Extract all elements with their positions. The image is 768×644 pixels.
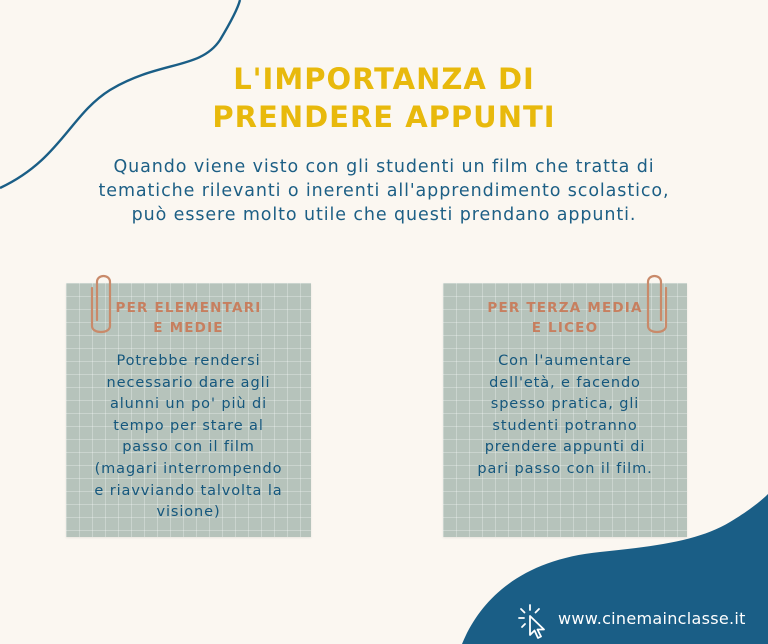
card-body-line: Con l'aumentare <box>498 353 632 369</box>
card-body <box>443 351 687 481</box>
cursor-click-icon <box>518 603 550 639</box>
card-body-line: alunni un po' più di <box>109 396 268 413</box>
card-body-line: dell'età, e facendo <box>489 374 641 391</box>
card-heading-line-1: PER TERZA MEDIA <box>487 300 643 316</box>
card-heading-line-1: PER ELEMENTARI <box>115 300 262 316</box>
website-link[interactable]: www.cinemainclasse.it <box>558 609 746 628</box>
card-body <box>66 351 311 524</box>
title-line-1: L'IMPORTANZA DI <box>233 62 535 96</box>
card-body-line: e riavviando talvolta la <box>94 482 283 499</box>
intro-paragraph <box>40 155 728 227</box>
card-body-line: (magari interrompendo <box>94 460 283 477</box>
card-body-line: tempo per stare al <box>113 417 264 434</box>
intro-line-1: Quando viene visto con gli studenti un film che tratta di <box>113 157 655 177</box>
paperclip-icon <box>88 268 118 336</box>
page-title <box>0 60 768 136</box>
card-body-line: necessario dare agli <box>106 374 271 391</box>
card-heading-line-2: E LICEO <box>531 320 599 336</box>
intro-line-2: tematiche rilevanti o inerenti all'apprendimento scolastico, <box>98 181 670 201</box>
card-body-line: Potrebbe rendersi <box>116 353 261 369</box>
title-line-2: PRENDERE APPUNTI <box>212 100 556 134</box>
card-body-line: spesso pratica, gli <box>490 396 640 413</box>
card-body-line: visione) <box>156 504 221 521</box>
intro-line-3: può essere molto utile che questi prendano appunti. <box>131 205 637 225</box>
card-body-line: prendere appunti di <box>484 439 646 456</box>
paperclip-icon <box>640 268 670 336</box>
card-heading-line-2: E MEDIE <box>153 320 224 336</box>
card-body-line: pari passo con il film. <box>477 460 653 477</box>
card-body-line: studenti potranno <box>492 417 638 434</box>
card-body-line: passo con il film <box>122 439 255 456</box>
